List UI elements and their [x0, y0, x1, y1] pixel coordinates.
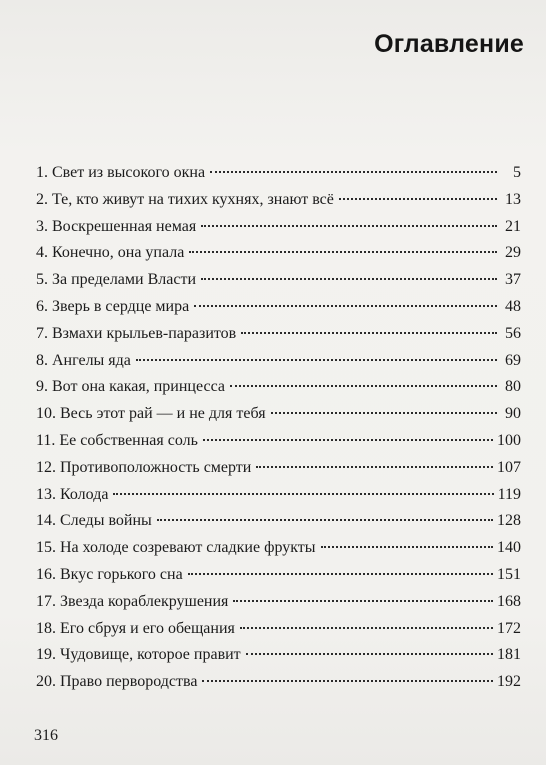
toc-entry — [36, 508, 521, 535]
dot-leader — [136, 359, 497, 361]
toc-entry-page: 128 — [497, 512, 521, 530]
toc-entry-title: 3. Воскрешенная немая — [36, 217, 197, 235]
toc-entry — [36, 267, 521, 294]
table-of-contents — [36, 160, 521, 696]
toc-entry-title: 10. Весь этот рай — и не для тебя — [36, 405, 266, 423]
toc-entry-title: 19. Чудовище, которое правит — [36, 646, 241, 664]
dot-leader — [201, 278, 497, 280]
toc-entry-page: 181 — [497, 646, 521, 664]
toc-entry-page: 140 — [497, 539, 521, 557]
toc-entry — [36, 348, 521, 375]
toc-entry-title: 11. Ее собственная соль — [36, 431, 198, 449]
dot-leader — [188, 573, 493, 575]
toc-entry-page: 151 — [497, 565, 521, 583]
toc-entry — [36, 321, 521, 348]
dot-leader — [240, 627, 493, 629]
dot-leader — [189, 251, 497, 253]
dot-leader — [230, 385, 497, 387]
toc-entry-page: 21 — [505, 217, 521, 235]
dot-leader — [194, 305, 497, 307]
dot-leader — [203, 439, 493, 441]
dot-leader — [210, 171, 497, 173]
toc-entry-page: 69 — [505, 351, 521, 369]
dot-leader — [321, 546, 493, 548]
toc-entry — [36, 374, 521, 401]
dot-leader — [246, 653, 493, 655]
toc-entry-title: 17. Звезда кораблекрушения — [36, 592, 229, 610]
toc-entry — [36, 428, 521, 455]
toc-entry — [36, 401, 521, 428]
toc-entry-title: 18. Его сбруя и его обещания — [36, 619, 235, 637]
toc-entry-page: 107 — [497, 458, 521, 476]
toc-entry-title: 5. За пределами Власти — [36, 271, 196, 289]
toc-entry-title: 1. Свет из высокого окна — [36, 164, 206, 181]
toc-entry-page: 37 — [505, 271, 521, 289]
toc-entry-page: 56 — [505, 324, 521, 342]
dot-leader — [157, 519, 493, 521]
toc-entry-page: 5 — [513, 164, 521, 181]
page-title: Оглавление — [374, 30, 524, 58]
page-number: 316 — [34, 727, 58, 744]
toc-entry-page: 13 — [505, 190, 521, 208]
dot-leader — [271, 412, 497, 414]
dot-leader — [233, 600, 493, 602]
toc-entry-title: 4. Конечно, она упала — [36, 244, 185, 262]
toc-entry-page: 90 — [505, 405, 521, 423]
toc-entry — [36, 642, 521, 669]
toc-entry — [36, 214, 521, 241]
toc-entry-title: 2. Те, кто живут на тихих кухнях, знают всё — [36, 190, 334, 208]
toc-entry — [36, 482, 521, 509]
dot-leader — [201, 225, 497, 227]
toc-entry-page: 172 — [497, 619, 521, 637]
toc-entry — [36, 616, 521, 643]
dot-leader — [339, 198, 497, 200]
toc-entry-title: 16. Вкус горького сна — [36, 565, 183, 583]
toc-entry — [36, 187, 521, 214]
toc-entry-title: 13. Колода — [36, 485, 109, 503]
toc-entry-page: 80 — [505, 378, 521, 396]
toc-entry-page: 119 — [497, 485, 521, 503]
toc-entry — [36, 669, 521, 696]
toc-entry-title: 7. Взмахи крыльев-паразитов — [36, 324, 237, 342]
toc-entry-title: 20. Право первородства — [36, 673, 198, 691]
toc-entry-title: 9. Вот она какая, принцесса — [36, 378, 225, 396]
toc-entry-page: 48 — [505, 297, 521, 315]
toc-entry-page: 100 — [497, 431, 521, 449]
toc-entry — [36, 589, 521, 616]
toc-entry-page: 192 — [497, 673, 521, 691]
toc-entry-title: 14. Следы войны — [36, 512, 152, 530]
toc-entry-title: 8. Ангелы яда — [36, 351, 131, 369]
dot-leader — [256, 466, 493, 468]
dot-leader — [202, 680, 493, 682]
toc-entry-title: 15. На холоде созревают сладкие фрукты — [36, 539, 316, 557]
toc-entry-page: 168 — [497, 592, 521, 610]
toc-entry — [36, 294, 521, 321]
toc-entry-page: 29 — [505, 244, 521, 262]
toc-entry — [36, 240, 521, 267]
toc-entry — [36, 535, 521, 562]
toc-entry — [36, 160, 521, 187]
toc-entry-title: 6. Зверь в сердце мира — [36, 297, 190, 315]
toc-entry — [36, 455, 521, 482]
toc-entry-title: 12. Противоположность смерти — [36, 458, 252, 476]
dot-leader — [113, 493, 493, 495]
toc-entry — [36, 562, 521, 589]
dot-leader — [241, 332, 497, 334]
